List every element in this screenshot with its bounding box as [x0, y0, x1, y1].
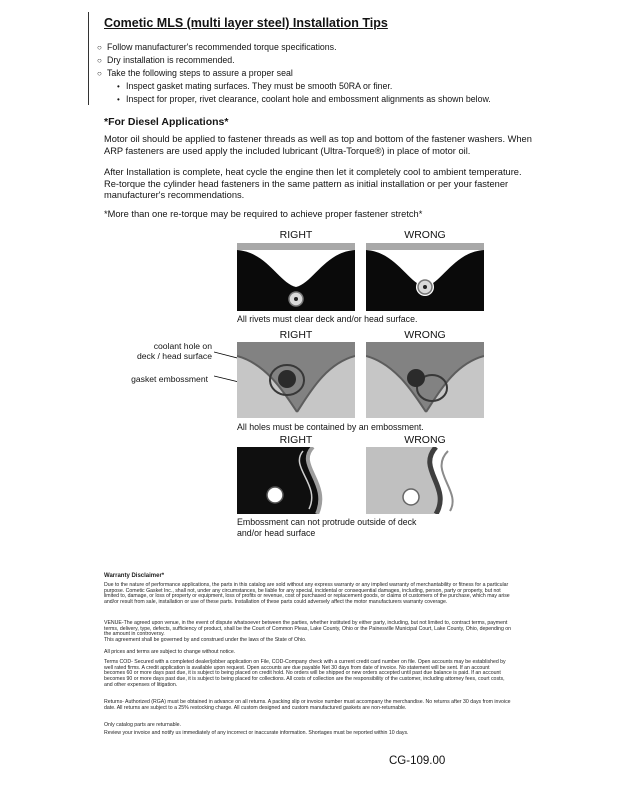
disclaimer-paragraph: All prices and terms are subject to change without notice. — [104, 649, 236, 655]
row1-wrong-image — [366, 243, 484, 311]
protrusion-wrong-diagram — [366, 447, 484, 514]
circle-bullet-icon: ○ — [97, 56, 102, 65]
disclaimer-paragraph: Only catalog parts are returnable. — [104, 722, 181, 728]
row1-right-image — [237, 243, 355, 311]
venue-clause: VENUE-The agreed upon venue, in the event of dispute whatsoever between the parties, whether instituted by either party, including, but not limited to, contract terms, payment terms, delivery, type, defects, sufficiency of product, shall be the Court of Common Pleas, Lake County, Ohio or the Painesville Municipal Court, Lake County, Ohio, depending on the amount in controversy. — [104, 620, 512, 638]
circle-bullet-icon: ○ — [97, 43, 102, 52]
diesel-paragraph-1: Motor oil should be applied to fastener threads as well as top and bottom of the fastener washers. When ARP fasteners are used apply the included lubricant (Ultra-Torque®) in place of motor oil. — [104, 134, 532, 156]
disclaimer-paragraph: Returns- Authorized (RGA) must be obtained in advance on all returns. A packing slip or invoice number must accompany the merchandise. No returns after 30 days from invoice date. All returns are subject to a 25% restocking charge. All custom designed and custom manufactured gaskets are non-returnable. — [104, 699, 511, 711]
row3-caption — [237, 517, 467, 538]
callout-line: coolant hole on — [153, 341, 212, 351]
row2-caption: All holes must be contained by an embossment. — [237, 422, 424, 432]
callout-line: deck / head surface — [136, 351, 212, 361]
coolant-hole-callout — [118, 341, 212, 361]
row1-wrong-label: WRONG — [404, 229, 446, 241]
tip-text: Inspect for proper, rivet clearance, coolant hole and embossment alignments as shown below. — [126, 94, 491, 104]
disclaimer-paragraph — [104, 621, 512, 644]
row3-wrong-image — [366, 447, 484, 514]
diesel-applications-heading: *For Diesel Applications* — [104, 116, 229, 128]
protrusion-right-diagram — [237, 447, 355, 514]
row2-right-label: RIGHT — [279, 329, 313, 341]
row1-right-label: RIGHT — [279, 229, 313, 241]
row3-right-label: RIGHT — [279, 434, 313, 446]
row2-wrong-label: WRONG — [404, 329, 446, 341]
page-number: CG-109.00 — [389, 755, 446, 767]
tip-item — [97, 54, 527, 67]
row3-caption-line2: and/or head surface — [237, 527, 316, 538]
installation-tips-list — [97, 41, 527, 106]
rivet-clearance-right-diagram — [237, 243, 355, 311]
embossment-right-diagram — [237, 342, 355, 418]
disclaimer-paragraph: Terms COD- Secured with a completed dealer/jobber application on File, COD-Company check with a current credit card number on file. Open accounts may be established by well rated firms. A credit application is available upon request. Open accounts are due payable Net 30 days from date of invoice. No statement will be sent. If an account becomes 60 or more days past due, it is subject to being placed on credit hold. No orders will be shipped or new orders accepted until past due balance is paid. If an account becomes 90 or more days past due, it is subject to being placed for collections. All costs of collection are the responsibility of the customer, including attorney fees, court costs, and other expenses of litigation. — [104, 659, 506, 688]
tip-item — [97, 67, 527, 80]
row3-caption-line1: Embossment can not protrude outside of deck — [237, 517, 417, 527]
tip-text: Take the following steps to assure a proper seal — [107, 68, 293, 78]
tip-sub-item — [97, 93, 527, 106]
row3-right-image — [237, 447, 355, 514]
page-title: Cometic MLS (multi layer steel) Installation Tips — [104, 16, 388, 30]
row1-caption: All rivets must clear deck and/or head surface. — [237, 314, 418, 324]
left-margin-rule — [88, 12, 89, 105]
dot-bullet-icon: • — [117, 95, 120, 104]
tip-item — [97, 41, 527, 54]
rivet-clearance-wrong-diagram — [366, 243, 484, 311]
diesel-paragraph-2: After Installation is complete, heat cycle the engine then let it completely cool to ambient temperature. Re-torque the cylinder head fasteners in the same pattern as initial installation or per your fastener manufacturer's recommendations. — [104, 167, 522, 200]
row2-wrong-image — [366, 342, 484, 418]
circle-bullet-icon: ○ — [97, 69, 102, 78]
tip-sub-item — [97, 80, 527, 93]
retorque-note: *More than one re-torque may be required to achieve proper fastener stretch* — [104, 209, 423, 219]
embossment-wrong-diagram — [366, 342, 484, 418]
gasket-embossment-callout: gasket embossment — [131, 374, 208, 384]
row2-right-image — [237, 342, 355, 418]
governing-law-clause: This agreement shall be governed by and construed under the laws of the State of Ohio. — [104, 637, 307, 644]
warranty-disclaimer-heading: Warranty Disclaimer* — [104, 573, 165, 579]
dot-bullet-icon: • — [117, 82, 120, 91]
disclaimer-paragraph: Due to the nature of performance applications, the parts in this catalog are sold without any express warranty or any implied warranty of merchantability or fitness for a particular purpose. Cometic Gasket Inc., shall not, under any circumstances, be liable for any special, incidental or consequential damages, including, person, party or property, but not limited to, damage, or loss of property or equipment, loss of profits or revenue, cost of purchased or replacement goods, or claims of customers of the purchase, which may arise and/or result from sale, installation or use of these parts. Installation of these parts could adversely affect the motor manufacturers warranty coverage. — [104, 582, 510, 606]
disclaimer-paragraph: Review your invoice and notify us immediately of any incorrect or inaccurate information. Shortages must be reported within 10 days. — [104, 730, 409, 736]
tip-text: Inspect gasket mating surfaces. They must be smooth 50RA or finer. — [126, 81, 393, 91]
tip-text: Follow manufacturer's recommended torque specifications. — [107, 42, 337, 52]
row3-wrong-label: WRONG — [404, 434, 446, 446]
tip-text: Dry installation is recommended. — [107, 55, 235, 65]
